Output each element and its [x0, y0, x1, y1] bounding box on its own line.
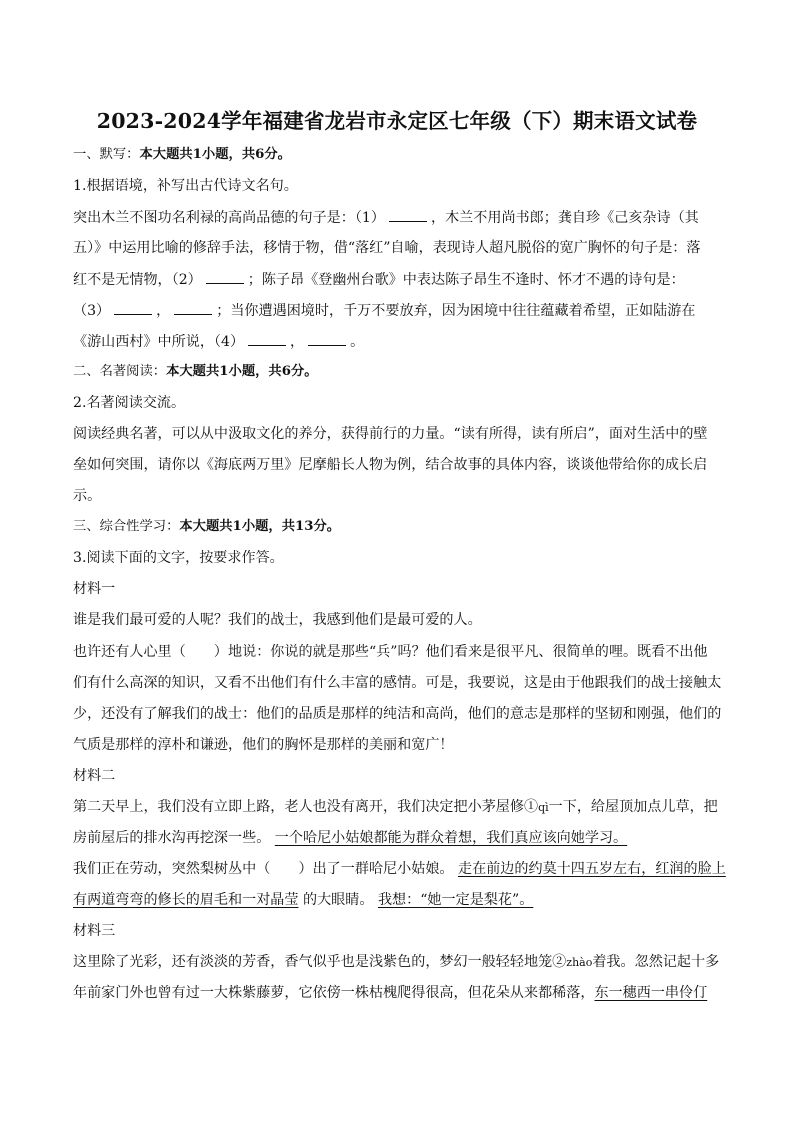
q1-line-5: [73, 331, 364, 352]
material-3-line-1: [73, 952, 719, 973]
material-1-label: 材料一: [73, 581, 116, 597]
section-2-score: 本大题共1小题，共6分。: [166, 364, 318, 379]
section-3-prefix: 三、综合性学习：: [73, 519, 180, 534]
material-2-line-1: [73, 797, 718, 818]
section-1-score: 本大题共1小题，共6分。: [139, 147, 291, 162]
answer-blank-1[interactable]: [389, 207, 427, 222]
q1-text: 《游山西村》中所说，（4）: [73, 334, 245, 350]
material-2-line-2: [73, 828, 627, 848]
q3-stem: 3.阅读下面的文字，按要求作答。: [73, 550, 284, 566]
q2-line-3: 示。: [73, 488, 102, 504]
section-2-heading: [73, 362, 318, 382]
q1-text: ，: [290, 334, 305, 350]
section-1-heading: [73, 145, 291, 165]
material-3-line-2: [73, 983, 707, 1003]
q1-line-2: 五）》中运用比喻的修辞手法，移情于物，借“落红”自喻，表现诗人超凡脱俗的宽广胸怀的句子是：落: [73, 240, 701, 256]
material-1-line-1: 谁是我们最可爱的人呢？我们的战士，我感到他们是最可爱的人。: [73, 612, 482, 628]
material-3-text: 这里除了光彩，还有淡淡的芳香，香气似乎也是浅紫色的，梦幻一般轻轻地笼②: [73, 954, 567, 970]
answer-blank-3b[interactable]: [174, 300, 212, 315]
q1-text: ，: [156, 303, 171, 319]
q1-line-3: [73, 269, 685, 290]
page-title: 2023-2024学年福建省龙岩市永定区七年级（下）期末语文试卷: [96, 109, 698, 133]
material-2-text: 房前屋后的排水沟再挖深一些。: [73, 830, 271, 846]
material-3-text: 着我。忽然记起十多: [592, 954, 720, 970]
pinyin-annotation: zhào: [566, 956, 593, 969]
material-1-line-4: 少，还没有了解我们的战士：他们的品质是那样的纯洁和高尚，他们的意志是那样的坚韧和刚强，他们的: [73, 706, 722, 722]
material-2-text: 我们正在劳动，突然梨树丛中（ ）出了一群哈尼小姑娘。: [73, 861, 454, 877]
material-2-label: 材料二: [73, 768, 116, 784]
q1-text: ；当你遭遇困境时，千万不要放弃，因为困境中往往蕴藏着希望，正如陆游在: [216, 303, 696, 319]
material-1-line-3: 们有什么高深的知识，又看不出他们有什么丰富的感情。可是，我要说，这是由于他跟我们的战士接触太: [73, 675, 722, 691]
q1-text: 。: [350, 334, 365, 350]
material-1-line-2: 也许还有人心里（ ）地说：你说的就是那些“兵”吗？他们看来是很平凡、很简单的哩。既看不出他: [73, 644, 708, 660]
material-2-text: 的大眼睛。: [302, 892, 374, 908]
q2-line-1: 阅读经典名著，可以从中汲取文化的养分，获得前行的力量。“读有所得，读有所启”，面对生活中的壁: [73, 426, 708, 442]
q1-text: ，木兰不用尚书郎；龚自珍《己亥杂诗（其: [430, 210, 699, 226]
q2-line-2: 垒如何突围，请你以《海底两万里》尼摩船长人物为例，结合故事的具体内容，谈谈他带给你的成长启: [73, 457, 708, 473]
material-2-text: 第二天早上，我们没有立即上路，老人也没有离开，我们决定把小茅屋修①: [73, 799, 539, 815]
section-3-heading: [73, 517, 340, 537]
q1-stem: 1.根据语境，补写出古代诗文名句。: [73, 178, 298, 194]
q2-stem: 2.名著阅读交流。: [73, 395, 186, 411]
answer-blank-2[interactable]: [206, 269, 244, 284]
section-1-prefix: 一、默写：: [73, 147, 140, 162]
section-3-score: 本大题共1小题，共13分。: [179, 519, 341, 534]
q1-line-4: [73, 300, 695, 321]
q1-text: （3）: [73, 303, 111, 319]
material-2-line-4: [73, 890, 533, 910]
q1-line-1: [73, 207, 699, 228]
q1-text: 红不是无情物，（2）: [73, 272, 202, 288]
answer-blank-4b[interactable]: [308, 331, 346, 346]
underlined-sentence: 东一穗西一串伶仃: [594, 985, 708, 1001]
pinyin-annotation: qì: [538, 801, 549, 814]
material-3-text: 年前家门外也曾有过一大株紫藤萝，它依傍一株枯槐爬得很高，但花朵从来都稀落，: [73, 985, 595, 1001]
underlined-sentence: 一个哈尼小姑娘都能为群众着想，我们真应该向她学习。: [274, 830, 628, 846]
underlined-sentence: 走在前边的约莫十四五岁左右，红润的脸上: [458, 861, 726, 877]
underlined-sentence: 有两道弯弯的修长的眉毛和一对晶莹: [73, 892, 299, 908]
material-2-text: 一下，给屋顶加点儿草，把: [548, 799, 718, 815]
section-2-prefix: 二、名著阅读：: [73, 364, 167, 379]
answer-blank-3a[interactable]: [114, 300, 152, 315]
q1-text: 突出木兰不图功名利禄的高尚品德的句子是：（1）: [73, 210, 385, 226]
underlined-sentence: 我想：“她一定是梨花”。: [377, 892, 534, 908]
material-3-label: 材料三: [73, 923, 116, 939]
q1-text: ；陈子昂《登幽州台歌》中表达陈子昂生不逢时、怀才不遇的诗句是：: [247, 272, 685, 288]
material-1-line-5: 气质是那样的淳朴和谦逊，他们的胸怀是那样的美丽和宽广！: [73, 737, 454, 753]
material-2-line-3: [73, 859, 726, 879]
answer-blank-4a[interactable]: [248, 331, 286, 346]
